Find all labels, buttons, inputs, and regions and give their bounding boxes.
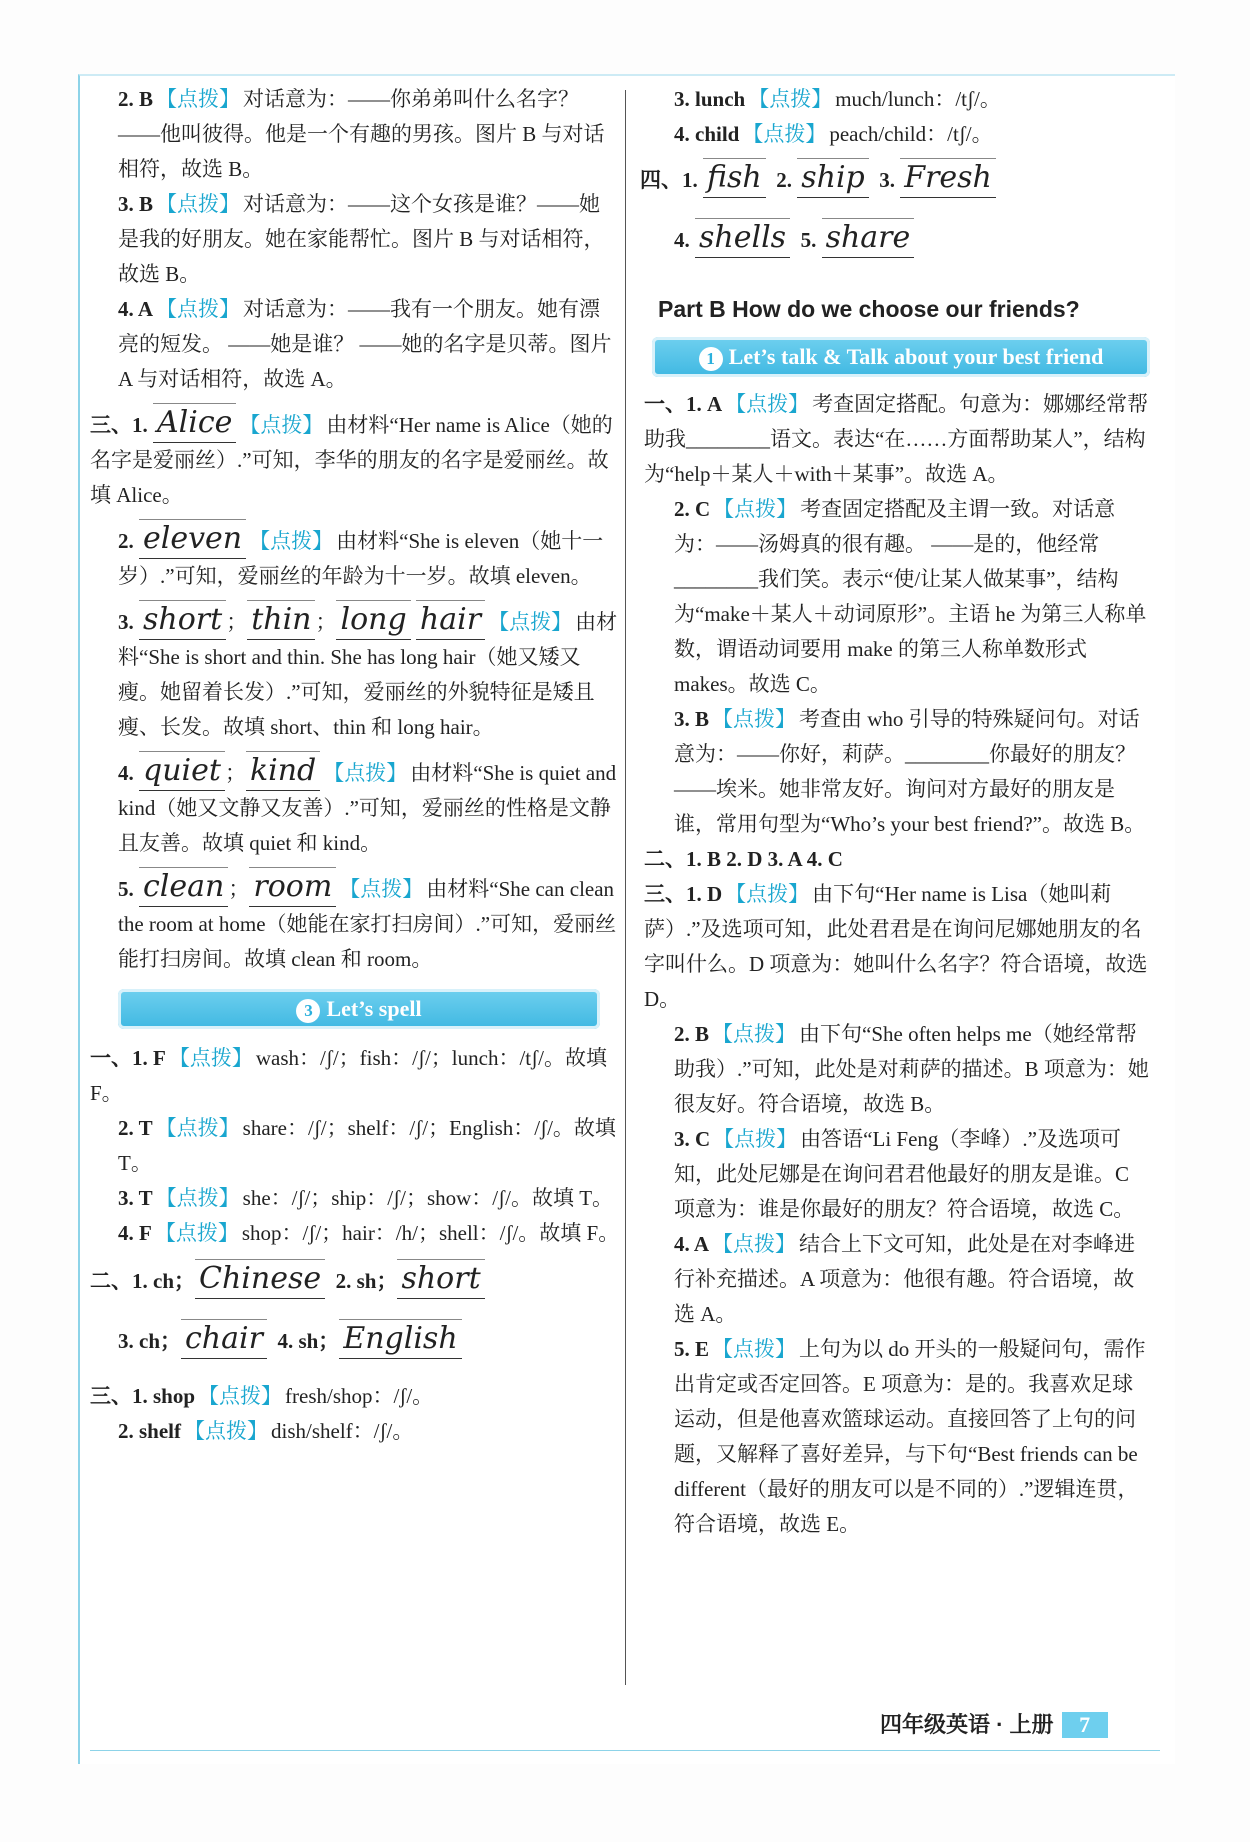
tip-label: 【点拨】 xyxy=(488,610,573,634)
answer-number: 二、1. B 2. D 3. A 4. C xyxy=(644,847,843,871)
handwritten-answer: share xyxy=(822,218,915,258)
explanation-text: 上句为以 do 开头的一般疑问句，需作出肯定或否定回答。E 项意为：是的。我喜欢足球运动，但是他喜欢篮球运动。直接回答了上句的问题，又解释了喜好差异，与下句“Best friends can be different（最好的朋友可以是不同的）.”逻辑连贯，符合语境，故选 E。 xyxy=(674,1337,1146,1536)
answer-number: 5. xyxy=(800,228,817,252)
tip-label: 【点拨】 xyxy=(323,761,408,785)
answer-item xyxy=(674,1332,1150,1542)
explanation-text: wash：/ʃ/；fish：/ʃ/；lunch：/tʃ/。故填 F。 xyxy=(90,1046,607,1105)
handwriting-row xyxy=(90,1259,620,1319)
answer-number: 3. B xyxy=(118,192,154,216)
answer-number: 4. sh； xyxy=(277,1329,340,1353)
answer-number: 2. sh； xyxy=(335,1269,398,1293)
handwritten-answer: English xyxy=(339,1319,461,1359)
explanation-text: she：/ʃ/；ship：/ʃ/；show：/ʃ/。故填 T。 xyxy=(242,1186,614,1210)
answer-number: 四、1. xyxy=(640,168,698,192)
answer-number: 三、1. D xyxy=(644,882,723,906)
answer-number: 4. F xyxy=(118,1221,152,1245)
answer-item xyxy=(674,117,1150,152)
tip-label: 【点拨】 xyxy=(184,1419,268,1443)
explanation-text: much/lunch：/tʃ/。 xyxy=(835,87,1001,111)
handwritten-answer: kind xyxy=(246,751,320,791)
column-divider xyxy=(625,90,626,1685)
tip-label: 【点拨】 xyxy=(713,1127,798,1151)
explanation-text: 对话意为：——这个女孩是谁？——她是我的好朋友。她在家能帮忙。图片 B 与对话相符，故选 B。 xyxy=(118,192,605,286)
explanation-text: peach/child：/tʃ/。 xyxy=(829,122,993,146)
tip-label: 【点拨】 xyxy=(156,192,241,216)
tip-label: 【点拨】 xyxy=(725,392,810,416)
answer-item xyxy=(674,1122,1150,1227)
handwritten-answer: fish xyxy=(703,158,766,198)
answer-number: 5. xyxy=(118,877,134,901)
tip-label: 【点拨】 xyxy=(155,1116,240,1140)
answer-number: 3. T xyxy=(118,1186,153,1210)
section-banner xyxy=(652,337,1150,377)
answer-number: 2. B xyxy=(674,1022,710,1046)
tip-label: 【点拨】 xyxy=(168,1046,253,1070)
answer-item xyxy=(674,82,1150,117)
tip-label: 【点拨】 xyxy=(725,882,810,906)
explanation-text: 结合上下文可知，此处是在对李峰进行补充描述。A 项意为：他很有趣。符合语境，故选 A。 xyxy=(674,1232,1136,1326)
answer-item: 3. short ； thin ； long hair 【点拨】 由材料“She is short and thin. She has long hair（她又矮又瘦。她留着长发）.”可知，爱丽丝的外貌特征是矮且瘦、长发。故填 short、thin 和 long hair。 xyxy=(118,602,618,739)
handwritten-answer: Chinese xyxy=(195,1259,325,1299)
answer-number: 2. T xyxy=(118,1116,153,1140)
answer-item xyxy=(644,387,1150,492)
answer-number: 3. xyxy=(118,610,134,634)
answer-number: 二、1. ch； xyxy=(90,1269,195,1293)
tip-label: 【点拨】 xyxy=(712,1232,797,1256)
handwritten-answer: Alice xyxy=(153,403,236,443)
answer-number: 一、1. A xyxy=(644,392,723,416)
answer-item xyxy=(118,292,620,397)
book-title: 四年级英语 · 上册 xyxy=(880,1712,1054,1737)
explanation-text: 对话意为：——你弟弟叫什么名字？ ——他叫彼得。他是一个有趣的男孩。图片 B 与对话相符，故选 B。 xyxy=(118,87,605,181)
answer-number: 4. A xyxy=(674,1232,710,1256)
answer-number: 3. xyxy=(879,168,895,192)
explanation-text: 由下句“Her name is Lisa（她叫莉萨）.”及选项可知，此处君君是在询问尼娜她朋友的名字叫什么。D 项意为：她叫什么名字？符合语境，故选 D。 xyxy=(644,882,1148,1011)
handwritten-answer: shells xyxy=(695,218,790,258)
tip-label: 【点拨】 xyxy=(712,707,797,731)
answer-item xyxy=(118,1181,620,1216)
answer-number: 2. B xyxy=(118,87,154,111)
answer-item xyxy=(118,519,620,594)
handwritten-answer: hair xyxy=(416,600,485,640)
answer-item xyxy=(674,1017,1150,1122)
handwriting-row xyxy=(674,218,1150,278)
handwritten-answer: clean xyxy=(139,867,228,907)
answer-item xyxy=(118,1111,620,1181)
tip-label: 【点拨】 xyxy=(712,1022,797,1046)
explanation-text: 由材料“She is eleven（她十一岁）.”可知，爱丽丝的年龄为十一岁。故填 eleven。 xyxy=(118,529,604,588)
answer-number: 4. xyxy=(118,761,134,785)
answer-item xyxy=(674,1227,1150,1332)
tip-label: 【点拨】 xyxy=(748,87,833,111)
answer-number: 4. child xyxy=(674,122,740,146)
answer-number: 3. lunch xyxy=(674,87,746,111)
answer-item xyxy=(118,82,620,187)
answer-item xyxy=(118,1414,620,1449)
footer-rule xyxy=(90,1750,1160,1751)
answer-item xyxy=(118,187,620,292)
answer-item xyxy=(644,842,1150,877)
tip-label: 【点拨】 xyxy=(249,529,334,553)
handwritten-answer: short xyxy=(397,1259,484,1299)
handwritten-answer: ship xyxy=(797,158,869,198)
explanation-text: 考查由 who 引导的特殊疑问句。对话意为：——你好，莉萨。________你最好的朋友？ ——埃米。她非常友好。询问对方最好的朋友是谁，常用句型为“Who’s your best friend?”。故选 B。 xyxy=(674,707,1146,836)
section-title: Let’s talk & Talk about your best friend xyxy=(728,344,1104,369)
explanation-text: 由材料“Her name is Alice（她的名字是爱丽丝）.”可知，李华的朋友的名字是爱丽丝。故填 Alice。 xyxy=(90,413,613,507)
tip-label: 【点拨】 xyxy=(156,87,241,111)
handwritten-answer: eleven xyxy=(139,519,246,559)
explanation-text: 考查固定搭配及主谓一致。对话意为：——汤姆真的很有趣。 ——是的，他经常________我们笑。表示“使/让某人做某事”，结构为“make＋某人＋动词原形”。主语 he 为第三人称单数，谓语动词要用 make 的第三人称单数形式 makes。故选 C。 xyxy=(674,497,1147,696)
handwritten-answer: long xyxy=(336,600,410,640)
left-column xyxy=(90,82,620,1449)
handwritten-answer: Fresh xyxy=(900,158,996,198)
answer-item xyxy=(90,1379,620,1414)
answer-number: 三、1. xyxy=(90,413,148,437)
explanation-text: 对话意为：——我有一个朋友。她有漂亮的短发。 ——她是谁？ ——她的名字是贝蒂。图片 A 与对话相符，故选 A。 xyxy=(118,297,612,391)
explanation-text: fresh/shop：/ʃ/。 xyxy=(285,1384,434,1408)
handwriting-row xyxy=(640,158,1150,218)
answer-number: 一、1. F xyxy=(90,1046,166,1070)
answer-item xyxy=(674,702,1150,842)
answer-item xyxy=(674,492,1150,702)
handwriting-row xyxy=(118,1319,620,1379)
answer-item xyxy=(118,1216,620,1251)
answer-item xyxy=(90,1041,620,1111)
explanation-text: shop：/ʃ/；hair：/h/；shell：/ʃ/。故填 F。 xyxy=(241,1221,620,1245)
answer-number: 2. shelf xyxy=(118,1419,181,1443)
answer-number: 3. C xyxy=(674,1127,711,1151)
explanation-text: 考查固定搭配。句意为：娜娜经常帮助我________语文。表达“在……方面帮助某人”，结构为“help＋某人＋with＋某事”。故选 A。 xyxy=(644,392,1149,486)
page-number: 7 xyxy=(1062,1712,1108,1738)
right-column xyxy=(640,82,1150,1542)
answer-number: 2. xyxy=(776,168,792,192)
explanation-text: 由答语“Li Feng（李峰）.”及选项可知，此处尼娜是在询问君君他最好的朋友是谁。C 项意为：谁是你最好的朋友？符合语境，故选 C。 xyxy=(674,1127,1135,1221)
section-number-badge: 1 xyxy=(699,347,723,371)
tip-label: 【点拨】 xyxy=(156,297,241,321)
tip-label: 【点拨】 xyxy=(713,497,798,521)
page-footer xyxy=(880,1708,1108,1742)
explanation-text: 由材料“She is quiet and kind（她又文静又友善）.”可知，爱丽丝的性格是文静且友善。故填 quiet 和 kind。 xyxy=(118,761,617,855)
handwritten-answer: thin xyxy=(247,600,315,640)
handwritten-answer: chair xyxy=(181,1319,267,1359)
answer-item: 5. clean ； room 【点拨】 由材料“She can clean the room at home（她能在家打扫房间）.”可知，爱丽丝能打扫房间。故填 clean 和 room。 xyxy=(118,869,617,971)
answer-number: 4. A xyxy=(118,297,154,321)
handwritten-answer: room xyxy=(249,867,336,907)
answer-number: 2. xyxy=(118,529,134,553)
tip-label: 【点拨】 xyxy=(198,1384,283,1408)
explanation-text: share：/ʃ/；shelf：/ʃ/；English：/ʃ/。故填 T。 xyxy=(118,1116,616,1175)
section-number-badge: 3 xyxy=(296,999,320,1023)
answer-number: 2. C xyxy=(674,497,711,521)
tip-label: 【点拨】 xyxy=(155,1186,240,1210)
answer-number: 三、1. shop xyxy=(90,1384,196,1408)
tip-label: 【点拨】 xyxy=(712,1337,797,1361)
handwritten-answer: short xyxy=(139,600,226,640)
tip-label: 【点拨】 xyxy=(742,122,827,146)
answer-item xyxy=(90,403,620,513)
answer-item: 4. quiet ； kind 【点拨】 由材料“She is quiet and kind（她又文静又友善）.”可知，爱丽丝的性格是文静且友善。故填 quiet 和 kind。 xyxy=(118,753,617,855)
tip-label: 【点拨】 xyxy=(154,1221,239,1245)
section-title: Let’s spell xyxy=(326,996,422,1021)
tip-label: 【点拨】 xyxy=(339,877,424,901)
answer-number: 3. ch； xyxy=(118,1329,181,1353)
handwritten-answer: quiet xyxy=(139,751,225,791)
explanation-text: 由材料“She can clean the room at home（她能在家打扫房间）.”可知，爱丽丝能打扫房间。故填 clean 和 room。 xyxy=(118,877,617,971)
answer-number: 5. E xyxy=(674,1337,710,1361)
answer-number: 4. xyxy=(674,228,690,252)
tip-label: 【点拨】 xyxy=(239,413,324,437)
part-title: Part B How do we choose our friends? xyxy=(658,296,1080,322)
section-banner xyxy=(118,989,600,1029)
explanation-text: 由材料“She is short and thin. She has long hair（她又矮又瘦。她留着长发）.”可知，爱丽丝的外貌特征是矮且瘦、长发。故填 short、thin 和 long hair。 xyxy=(118,610,618,739)
explanation-text: dish/shelf：/ʃ/。 xyxy=(271,1419,414,1443)
explanation-text: 由下句“She often helps me（她经常帮助我）.”可知，此处是对莉萨的描述。B 项意为：她很友好。符合语境，故选 B。 xyxy=(674,1022,1149,1116)
answer-item xyxy=(644,877,1150,1017)
answer-number: 3. B xyxy=(674,707,710,731)
